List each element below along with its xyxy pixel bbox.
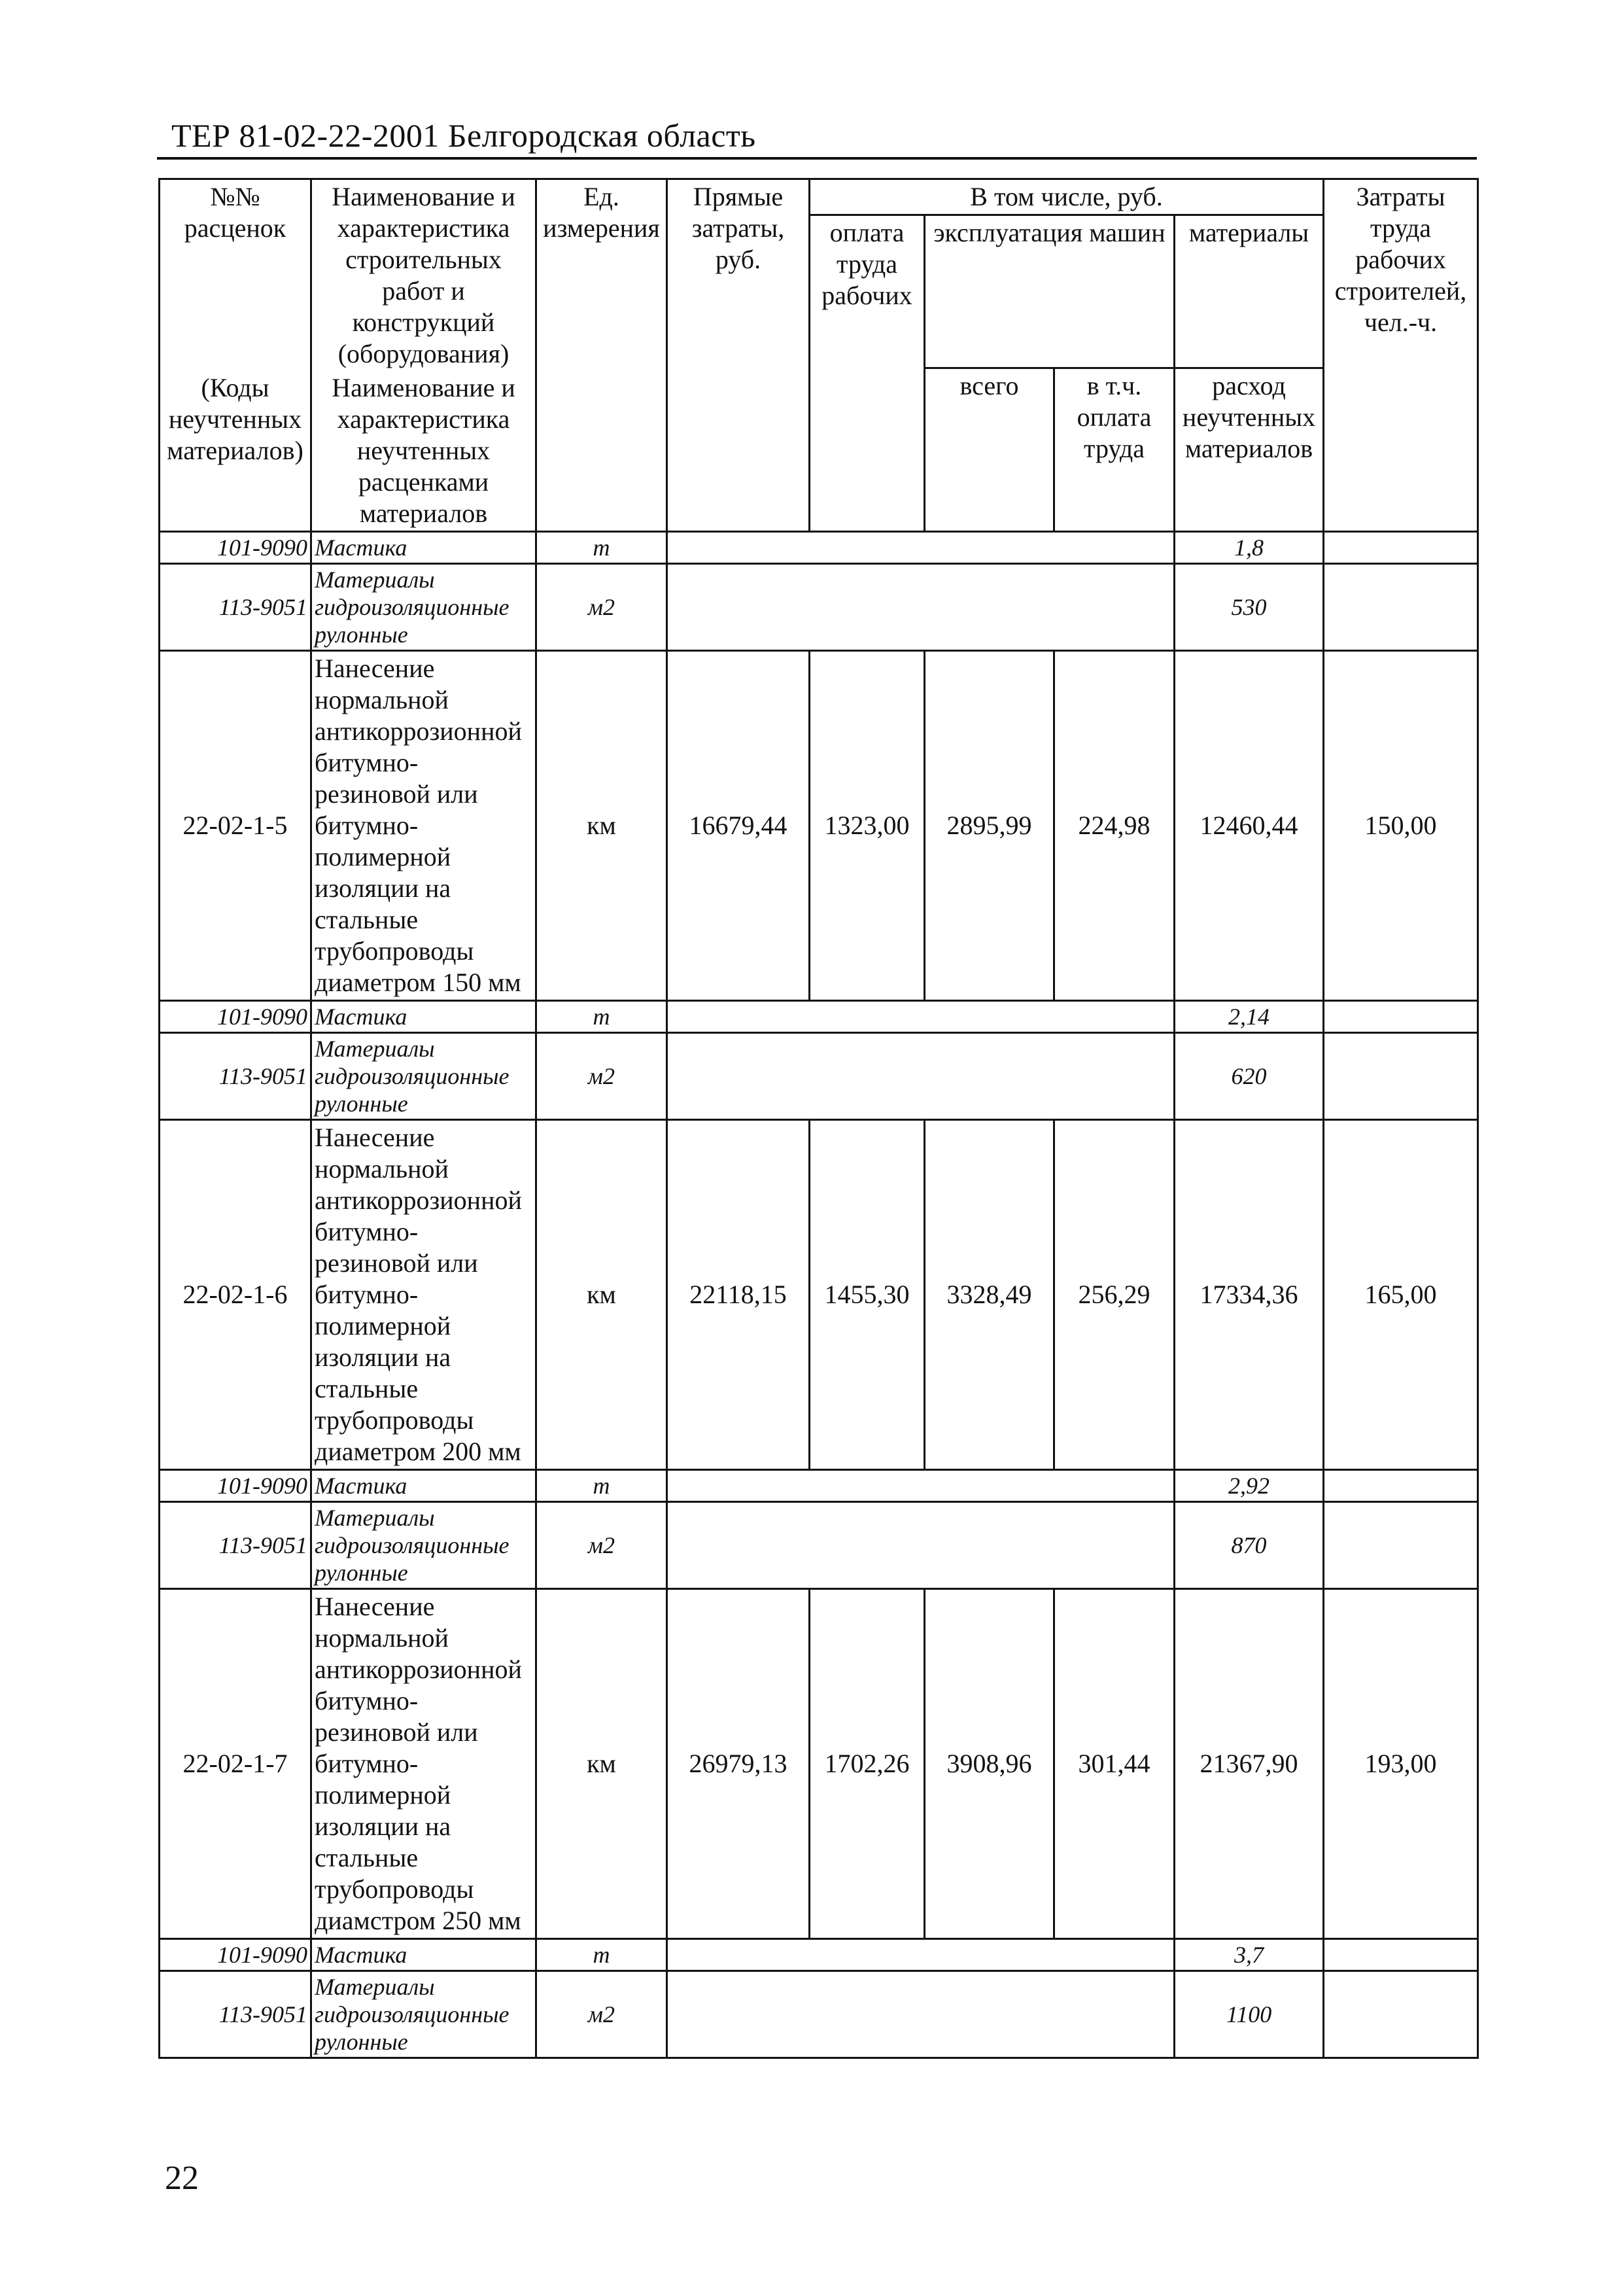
machines-labor: 301,44 [1054,1589,1175,1939]
material-qty: 620 [1175,1033,1324,1120]
work-name: Нанесение нормальной антикоррозионной битумно-резиновой или битумно-полимерной изоляции на стальные трубопроводы диаметром 150 мм [311,651,536,1001]
labor-pay: 1323,00 [810,651,925,1001]
table-row [160,532,1478,564]
direct-costs: 26979,13 [667,1589,810,1939]
material-name: Материалы гидроизоляционные рулонные [311,1033,536,1120]
machines-total: 3908,96 [925,1589,1054,1939]
material-code: 101-9090 [160,1939,311,1971]
unit: м2 [536,1502,667,1589]
unit: т [536,1001,667,1033]
col-header-name: Наименование и характеристика строительных работ и конструкций (оборудования) [311,179,536,372]
table-row [160,1120,1478,1470]
table-row [160,1971,1478,2058]
material-name: Материалы гидроизоляционные рулонные [311,564,536,651]
machines-labor: 256,29 [1054,1120,1175,1470]
table-row [160,1939,1478,1971]
col-header-materials-qty: расход неучтенных материалов [1175,368,1324,532]
col-header-machines: эксплуатация машин [925,215,1175,368]
unit: км [536,1589,667,1939]
col-header-machines-total: всего [925,368,1054,532]
unit: т [536,532,667,564]
col-header-code: №№ расценок [160,179,311,372]
material-name: Мастика [311,532,536,564]
work-name: Нанесение нормальной антикоррозионной битумно-резиновой или битумно-полимерной изоляции на стальные трубопроводы диаметром 200 мм [311,1120,536,1470]
header-row [160,179,1478,215]
material-code: 101-9090 [160,1001,311,1033]
unit: км [536,1120,667,1470]
material-code: 113-9051 [160,1033,311,1120]
table-row [160,1033,1478,1120]
material-qty: 2,92 [1175,1470,1324,1502]
material-code: 113-9051 [160,1971,311,2058]
rate-code: 22-02-1-7 [160,1589,311,1939]
table-row [160,564,1478,651]
materials-cost: 17334,36 [1175,1120,1324,1470]
rate-code: 22-02-1-5 [160,651,311,1001]
table-row [160,1001,1478,1033]
work-name: Нанесение нормальной антикоррозионной битумно-резиновой или битумно-полимерной изоляции на стальные трубопроводы диамстром 250 мм [311,1589,536,1939]
price-table [158,178,1479,2059]
title-divider [157,157,1477,160]
material-name: Мастика [311,1939,536,1971]
col-header-hours: Затраты труда рабочих строителей, чел.-ч. [1324,179,1478,532]
material-code: 101-9090 [160,1470,311,1502]
material-name: Мастика [311,1470,536,1502]
unit: м2 [536,1971,667,2058]
material-name: Материалы гидроизоляционные рулонные [311,1971,536,2058]
material-code: 113-9051 [160,1502,311,1589]
labor-pay: 1455,30 [810,1120,925,1470]
labor-hours: 193,00 [1324,1589,1478,1939]
unit: т [536,1470,667,1502]
material-qty: 3,7 [1175,1939,1324,1971]
machines-total: 2895,99 [925,651,1054,1001]
col-header-material-name: Наименование и характеристика неучтенных расценками материалов [311,371,536,532]
col-header-labor: оплата труда рабочих [810,215,925,532]
rate-code: 22-02-1-6 [160,1120,311,1470]
materials-cost: 21367,90 [1175,1589,1324,1939]
col-header-unit: Ед. измерения [536,179,667,532]
labor-pay: 1702,26 [810,1589,925,1939]
material-qty: 530 [1175,564,1324,651]
table-row [160,1502,1478,1589]
page-number: 22 [165,2160,199,2197]
material-qty: 1100 [1175,1971,1324,2058]
col-header-direct: Прямые затраты, руб. [667,179,810,532]
material-code: 101-9090 [160,532,311,564]
table-row [160,1470,1478,1502]
material-code: 113-9051 [160,564,311,651]
unit: км [536,651,667,1001]
material-name: Мастика [311,1001,536,1033]
material-qty: 2,14 [1175,1001,1324,1033]
col-header-materials: материалы [1175,215,1324,368]
material-qty: 1,8 [1175,532,1324,564]
col-header-group: В том числе, руб. [810,179,1324,215]
materials-cost: 12460,44 [1175,651,1324,1001]
unit: м2 [536,564,667,651]
direct-costs: 16679,44 [667,651,810,1001]
table-row [160,1589,1478,1939]
labor-hours: 165,00 [1324,1120,1478,1470]
col-header-machines-labor: в т.ч. оплата труда [1054,368,1175,532]
page-title: ТЕР 81-02-22-2001 Белгородская область [171,117,756,154]
direct-costs: 22118,15 [667,1120,810,1470]
material-qty: 870 [1175,1502,1324,1589]
unit: т [536,1939,667,1971]
labor-hours: 150,00 [1324,651,1478,1001]
table-row [160,651,1478,1001]
machines-total: 3328,49 [925,1120,1054,1470]
col-header-material-code: (Коды неучтенных материалов) [160,371,311,532]
machines-labor: 224,98 [1054,651,1175,1001]
unit: м2 [536,1033,667,1120]
material-name: Материалы гидроизоляционные рулонные [311,1502,536,1589]
